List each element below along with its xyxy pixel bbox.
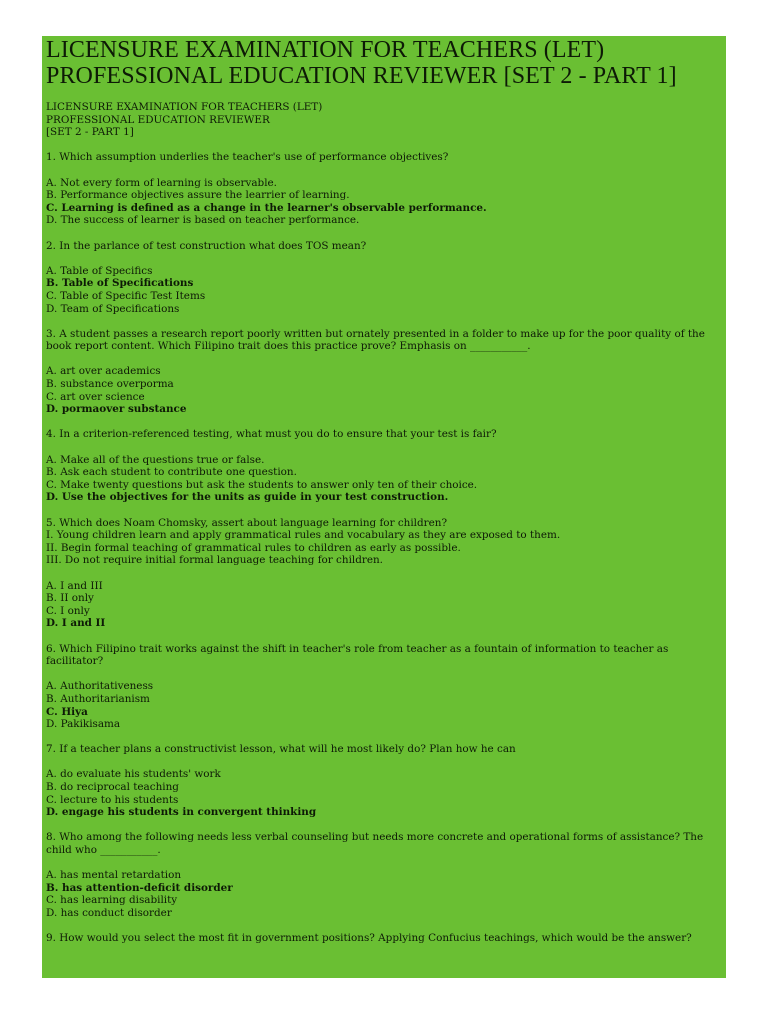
answer-option: A. Make all of the questions true or false. xyxy=(46,453,265,466)
answer-option: A. do evaluate his students' work xyxy=(46,768,221,781)
answer-option: A. Authoritativeness xyxy=(46,680,154,693)
question-1 xyxy=(46,151,722,164)
answer-option: C. Make twenty questions but ask the students to answer only ten of their choice. xyxy=(46,478,478,491)
answer-option: D. The success of learner is based on teacher performance. xyxy=(46,214,360,227)
answer-option: B. substance overporma xyxy=(46,378,174,391)
correct-answer-option: D. I and II xyxy=(46,617,106,630)
answer-options xyxy=(46,580,722,630)
question-7 xyxy=(46,743,722,756)
question-list xyxy=(46,151,722,944)
answer-option: C. Table of Specific Test Items xyxy=(46,289,206,302)
header-line: [SET 2 - PART 1] xyxy=(46,126,134,139)
answer-option: C. has learning disability xyxy=(46,894,178,907)
answer-option: A. Not every form of learning is observable. xyxy=(46,176,277,189)
answer-option: B. do reciprocal teaching xyxy=(46,781,179,794)
question-stem: 4. In a criterion-referenced testing, what must you do to ensure that your test is fair? xyxy=(46,428,497,441)
answer-option: D. has conduct disorder xyxy=(46,907,172,919)
answer-options xyxy=(46,869,722,919)
correct-answer-option: D. engage his students in convergent thinking xyxy=(46,806,317,819)
question-4 xyxy=(46,428,722,441)
question-5 xyxy=(46,517,722,567)
answer-option: C. I only xyxy=(46,604,90,617)
answer-options xyxy=(46,768,722,818)
question-statement: I. Young children learn and apply grammatical rules and vocabulary as they are exposed to them. xyxy=(46,529,561,542)
correct-answer-option: C. Learning is defined as a change in the learner's observable performance. xyxy=(46,201,487,214)
question-stem: 5. Which does Noam Chomsky, assert about language learning for children? xyxy=(46,516,448,529)
question-stem: 8. Who among the following needs less verbal counseling but needs more concrete and operational forms of assistance? The child who ___________. xyxy=(46,831,704,857)
answer-options xyxy=(46,365,722,415)
question-statement: II. Begin formal teaching of grammatical rules to children as early as possible. xyxy=(46,541,461,554)
answer-option: B. Performance objectives assure the learrier of learning. xyxy=(46,189,350,202)
question-stem: 1. Which assumption underlies the teacher's use of performance objectives? xyxy=(46,151,449,164)
answer-options xyxy=(46,265,722,315)
question-8 xyxy=(46,831,722,856)
question-stem: 9. How would you select the most fit in government positions? Applying Confucius teachings, which would be the answer? xyxy=(46,932,692,945)
answer-option: A. has mental retardation xyxy=(46,869,182,882)
answer-options xyxy=(46,454,722,504)
answer-option: D. Team of Specifications xyxy=(46,302,180,315)
reviewer-page xyxy=(42,36,726,978)
answer-options xyxy=(46,177,722,227)
correct-answer-option: D. Use the objectives for the units as guide in your test construction. xyxy=(46,491,449,504)
question-2 xyxy=(46,240,722,253)
answer-option: B. Authoritarianism xyxy=(46,692,150,705)
header-line: LICENSURE EXAMINATION FOR TEACHERS (LET) xyxy=(46,101,323,113)
question-stem: 2. In the parlance of test construction what does TOS mean? xyxy=(46,239,367,252)
question-stem: 3. A student passes a research report poorly written but ornately presented in a folder to make up for the poor quality of the book report content. Which Filipino trait does this practice prove? Emphasis on ___________. xyxy=(46,327,705,353)
header-line: PROFESSIONAL EDUCATION REVIEWER xyxy=(46,113,270,126)
answer-option: C. art over science xyxy=(46,390,145,403)
answer-options xyxy=(46,680,722,730)
answer-option: C. lecture to his students xyxy=(46,793,179,806)
reviewer-content xyxy=(42,89,726,945)
correct-answer-option: C. Hiya xyxy=(46,705,88,718)
answer-option: B. II only xyxy=(46,592,94,605)
correct-answer-option: D. pormaover substance xyxy=(46,403,187,416)
question-stem: 7. If a teacher plans a constructivist lesson, what will he most likely do? Plan how he can xyxy=(46,743,516,756)
document-header xyxy=(46,101,722,139)
correct-answer-option: B. Table of Specifications xyxy=(46,277,194,290)
page-title: LICENSURE EXAMINATION FOR TEACHERS (LET) PROFESSIONAL EDUCATION REVIEWER [SET 2 - PART 1] xyxy=(46,37,677,89)
answer-option: A. Table of Specifics xyxy=(46,264,153,277)
question-3 xyxy=(46,328,722,353)
answer-option: D. Pakikisama xyxy=(46,718,121,731)
question-6 xyxy=(46,643,722,668)
question-statement: III. Do not require initial formal language teaching for children. xyxy=(46,554,383,567)
answer-option: A. art over academics xyxy=(46,365,161,378)
question-9 xyxy=(46,932,722,945)
question-stem: 6. Which Filipino trait works against the shift in teacher's role from teacher as a fountain of information to teacher as facilitator? xyxy=(46,642,669,668)
answer-option: B. Ask each student to contribute one question. xyxy=(46,466,297,479)
answer-option: A. I and III xyxy=(46,579,103,592)
correct-answer-option: B. has attention-deficit disorder xyxy=(46,881,233,894)
